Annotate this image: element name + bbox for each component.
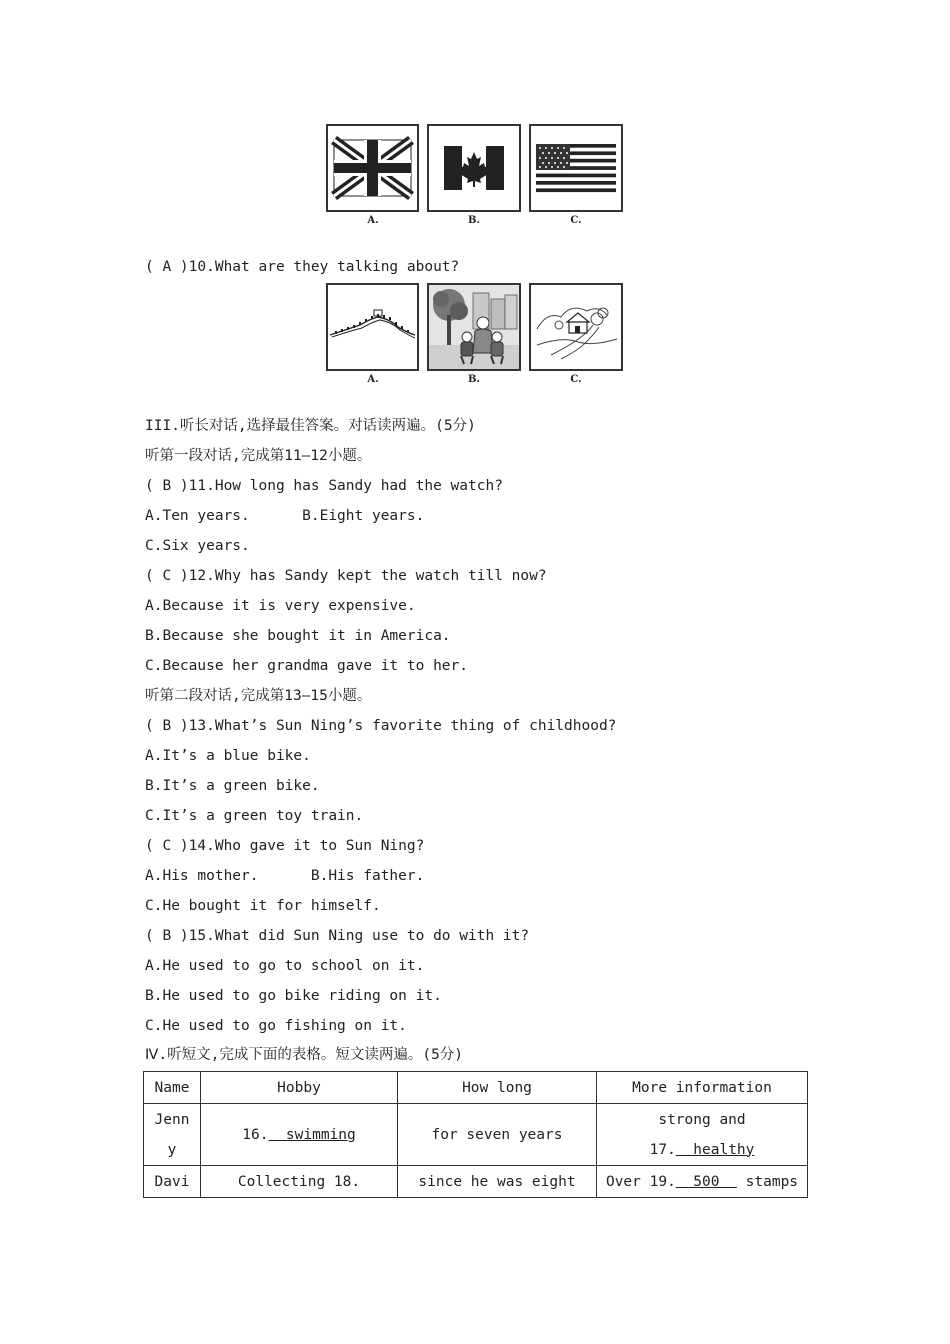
header-hobby: Hobby bbox=[201, 1072, 398, 1104]
cell-how-long: since he was eight bbox=[398, 1166, 597, 1198]
info-prefix: Over 19. bbox=[605, 1173, 676, 1190]
option-b-caption: B. bbox=[468, 374, 480, 385]
cell-hobby bbox=[201, 1104, 398, 1166]
table-row bbox=[144, 1166, 808, 1198]
info-suffix: stamps bbox=[736, 1173, 799, 1190]
section-4-heading: Ⅳ.听短文,完成下面的表格。短文读两遍。(5分) bbox=[145, 1047, 464, 1063]
header-name: Name bbox=[144, 1072, 201, 1104]
question-15-option-b: B.He used to go bike riding on it. bbox=[145, 988, 442, 1004]
info-line-2 bbox=[601, 1135, 803, 1165]
question-14-option-c: C.He bought it for himself. bbox=[145, 898, 381, 914]
question-13-option-a: A.It’s a blue bike. bbox=[145, 748, 311, 764]
option-b-image bbox=[427, 283, 521, 371]
option-a-caption: A. bbox=[367, 215, 379, 226]
cell-name: Davi bbox=[144, 1166, 201, 1198]
hobby-number: 16. bbox=[242, 1126, 269, 1143]
canada-flag-icon bbox=[429, 126, 519, 210]
option-a-image bbox=[326, 124, 419, 212]
great-wall-icon bbox=[328, 285, 417, 369]
option-b-image bbox=[427, 124, 521, 212]
question-11-options-ab: A.Ten years. B.Eight years. bbox=[145, 508, 425, 524]
usa-flag-icon bbox=[531, 126, 621, 210]
section-3-heading: III.听长对话,选择最佳答案。对话读两遍。(5分) bbox=[145, 418, 476, 434]
header-more-information: More information bbox=[597, 1072, 808, 1104]
info-answer: healthy bbox=[675, 1141, 755, 1158]
question-12-option-c: C.Because her grandma gave it to her. bbox=[145, 658, 469, 674]
cell-name bbox=[144, 1104, 201, 1166]
info-answer: 500 bbox=[675, 1173, 737, 1190]
info-number: 17. bbox=[649, 1141, 676, 1158]
info-line-1: strong and bbox=[658, 1111, 746, 1128]
option-b-caption: B. bbox=[468, 215, 480, 226]
option-c-image bbox=[529, 124, 623, 212]
question-14-options-ab: A.His mother. B.His father. bbox=[145, 868, 425, 884]
question-15: ( B )15.What did Sun Ning use to do with it? bbox=[145, 928, 530, 944]
question-11: ( B )11.How long has Sandy had the watch? bbox=[145, 478, 503, 494]
option-c-caption: C. bbox=[570, 215, 582, 226]
hobby-answer: swimming bbox=[268, 1126, 356, 1143]
question-12-option-a: A.Because it is very expensive. bbox=[145, 598, 416, 614]
cell-more-information bbox=[597, 1104, 808, 1166]
cell-hobby: Collecting 18. bbox=[201, 1166, 398, 1198]
street-family-icon bbox=[429, 285, 519, 369]
question-15-option-a: A.He used to go to school on it. bbox=[145, 958, 425, 974]
cell-how-long: for seven years bbox=[398, 1104, 597, 1166]
option-c-image bbox=[529, 283, 623, 371]
question-14: ( C )14.Who gave it to Sun Ning? bbox=[145, 838, 425, 854]
question-13: ( B )13.What’s Sun Ning’s favorite thing of childhood? bbox=[145, 718, 617, 734]
cell-more-information bbox=[597, 1166, 808, 1198]
option-c-caption: C. bbox=[570, 374, 582, 385]
question-15-option-c: C.He used to go fishing on it. bbox=[145, 1018, 407, 1034]
option-a-caption: A. bbox=[367, 374, 379, 385]
question-12-option-b: B.Because she bought it in America. bbox=[145, 628, 451, 644]
countryside-house-icon bbox=[531, 285, 621, 369]
part-1-instruction: 听第一段对话,完成第11—12小题。 bbox=[145, 448, 372, 464]
header-how-long: How long bbox=[398, 1072, 597, 1104]
option-a-image bbox=[326, 283, 419, 371]
table-row bbox=[144, 1104, 808, 1166]
question-13-option-b: B.It’s a green bike. bbox=[145, 778, 320, 794]
uk-flag-icon bbox=[328, 126, 417, 210]
question-10: ( A )10.What are they talking about? bbox=[145, 259, 460, 275]
name-line-2: y bbox=[167, 1141, 177, 1158]
question-12: ( C )12.Why has Sandy kept the watch till now? bbox=[145, 568, 547, 584]
question-13-option-c: C.It’s a green toy train. bbox=[145, 808, 364, 824]
table-header-row bbox=[144, 1072, 808, 1104]
name-line-1: Jenn bbox=[154, 1111, 190, 1128]
question-11-option-c: C.Six years. bbox=[145, 538, 250, 554]
answer-table bbox=[143, 1071, 808, 1198]
part-2-instruction: 听第二段对话,完成第13—15小题。 bbox=[145, 688, 372, 704]
